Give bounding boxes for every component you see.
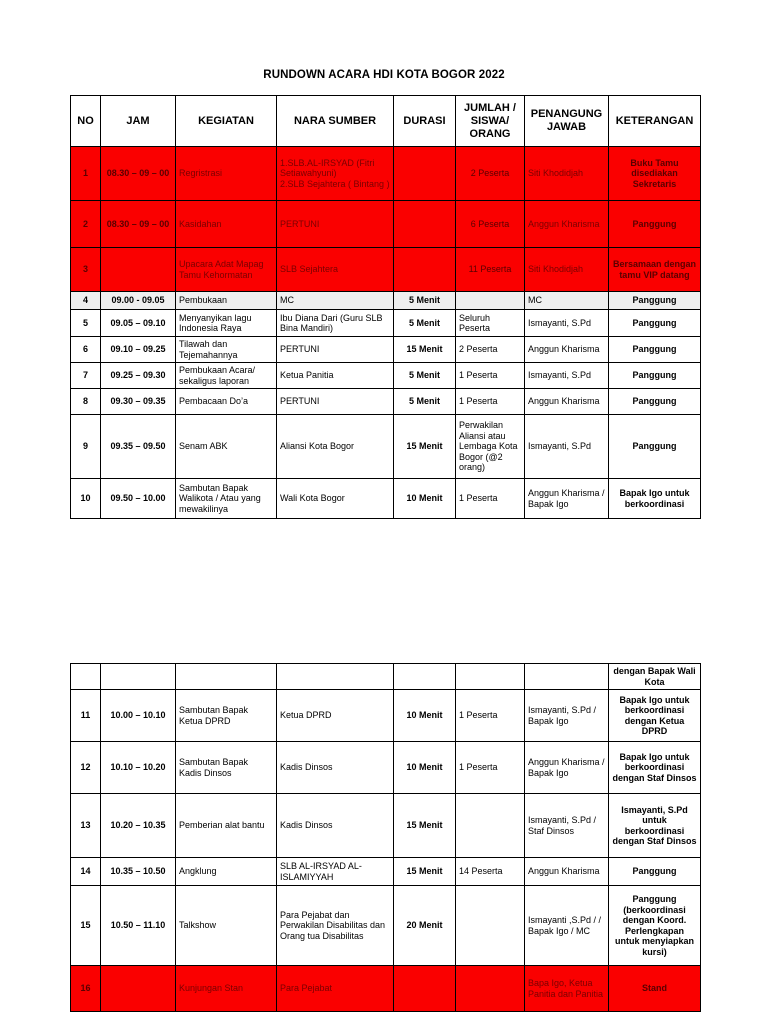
row-kegiatan: Tilawah dan Tejemahannya bbox=[176, 337, 277, 363]
row-keterangan: Panggung bbox=[609, 310, 701, 337]
row-penanggung-jawab: Ismayanti, S.Pd bbox=[525, 310, 609, 337]
table-row bbox=[71, 858, 701, 886]
row-nara-sumber: Aliansi Kota Bogor bbox=[277, 415, 394, 479]
table-row bbox=[71, 310, 701, 337]
row-no: 6 bbox=[71, 337, 101, 363]
row-keterangan: Bersamaan dengan tamu VIP datang bbox=[609, 248, 701, 292]
row-penanggung-jawab: Siti Khodidjah bbox=[525, 248, 609, 292]
table-row bbox=[71, 363, 701, 389]
row-durasi: 5 Menit bbox=[394, 363, 456, 389]
row-no: 5 bbox=[71, 310, 101, 337]
row-penanggung-jawab: Anggun Kharisma / Bapak Igo bbox=[525, 479, 609, 519]
row-jumlah: 1 Peserta bbox=[456, 479, 525, 519]
row-durasi: 15 Menit bbox=[394, 794, 456, 858]
row-jam bbox=[101, 966, 176, 1012]
row-penanggung-jawab: Ismayanti, S.Pd bbox=[525, 363, 609, 389]
row-no: 9 bbox=[71, 415, 101, 479]
row-kegiatan: Angklung bbox=[176, 858, 277, 886]
row-jam: 08.30 – 09 – 00 bbox=[101, 201, 176, 248]
row-nara-sumber: Ketua DPRD bbox=[277, 690, 394, 742]
row-penanggung-jawab: Anggun Kharisma bbox=[525, 389, 609, 415]
table-row bbox=[71, 147, 701, 201]
row-durasi: 5 Menit bbox=[394, 310, 456, 337]
row-jumlah: 2 Peserta bbox=[456, 147, 525, 201]
row-nara-sumber: 1.SLB.AL-IRSYAD (Fitri Setiawahyuni) 2.SLB Sejahtera ( Bintang ) bbox=[277, 147, 394, 201]
row-kegiatan: Sambutan Bapak Ketua DPRD bbox=[176, 690, 277, 742]
row-jumlah bbox=[456, 292, 525, 310]
row-penanggung-jawab: Ismayanti, S.Pd bbox=[525, 415, 609, 479]
row-jumlah bbox=[456, 794, 525, 858]
row-durasi: 10 Menit bbox=[394, 690, 456, 742]
row-durasi bbox=[394, 201, 456, 248]
table-row bbox=[71, 742, 701, 794]
row-kegiatan: Talkshow bbox=[176, 886, 277, 966]
row-no: 13 bbox=[71, 794, 101, 858]
header-keterangan: KETERANGAN bbox=[609, 96, 701, 147]
row-nara-sumber: Para Pejabat dan Perwakilan Disabilitas dan Orang tua Disabilitas bbox=[277, 886, 394, 966]
table-row bbox=[71, 201, 701, 248]
row-nara-sumber: PERTUNI bbox=[277, 337, 394, 363]
row-kegiatan: Pembacaan Do’a bbox=[176, 389, 277, 415]
row-keterangan: Panggung bbox=[609, 337, 701, 363]
header-penanggung-jawab: PENANGUNG JAWAB bbox=[525, 96, 609, 147]
rundown-table-page-2 bbox=[70, 663, 701, 1012]
row-nara-sumber: Ketua Panitia bbox=[277, 363, 394, 389]
row-keterangan: Panggung bbox=[609, 415, 701, 479]
row-nara-sumber: Wali Kota Bogor bbox=[277, 479, 394, 519]
row-no: 15 bbox=[71, 886, 101, 966]
row-penanggung-jawab: Ismayanti, S.Pd / Bapak Igo bbox=[525, 690, 609, 742]
row-keterangan: Panggung (berkoordinasi dengan Koord. Perlengkapan untuk menyiapkan kursi) bbox=[609, 886, 701, 966]
row-no: 10 bbox=[71, 479, 101, 519]
header-row bbox=[71, 96, 701, 147]
row-jumlah: 6 Peserta bbox=[456, 201, 525, 248]
row-kegiatan: Upacara Adat Mapag Tamu Kehormatan bbox=[176, 248, 277, 292]
header-jam: JAM bbox=[101, 96, 176, 147]
row-keterangan: Panggung bbox=[609, 858, 701, 886]
row-penanggung-jawab: Anggun Kharisma bbox=[525, 201, 609, 248]
row-no: 1 bbox=[71, 147, 101, 201]
row-keterangan: Panggung bbox=[609, 201, 701, 248]
row-durasi: 5 Menit bbox=[394, 292, 456, 310]
row-nara-sumber: PERTUNI bbox=[277, 201, 394, 248]
table-row bbox=[71, 248, 701, 292]
continuation-keterangan: dengan Bapak Wali Kota bbox=[609, 664, 701, 690]
row-durasi bbox=[394, 248, 456, 292]
row-keterangan: Panggung bbox=[609, 292, 701, 310]
row-durasi: 10 Menit bbox=[394, 479, 456, 519]
row-jumlah: 2 Peserta bbox=[456, 337, 525, 363]
row-jam: 09.35 – 09.50 bbox=[101, 415, 176, 479]
row-jam: 09.30 – 09.35 bbox=[101, 389, 176, 415]
table-row bbox=[71, 389, 701, 415]
row-no: 14 bbox=[71, 858, 101, 886]
row-jumlah bbox=[456, 886, 525, 966]
row-jam: 09.00 - 09.05 bbox=[101, 292, 176, 310]
header-jumlah: JUMLAH / SISWA/ ORANG bbox=[456, 96, 525, 147]
header-nara-sumber: NARA SUMBER bbox=[277, 96, 394, 147]
row-jam: 10.10 – 10.20 bbox=[101, 742, 176, 794]
row-durasi: 20 Menit bbox=[394, 886, 456, 966]
row-no: 12 bbox=[71, 742, 101, 794]
row-no: 2 bbox=[71, 201, 101, 248]
row-nara-sumber: MC bbox=[277, 292, 394, 310]
row-penanggung-jawab: Ismayanti, S.Pd / Staf Dinsos bbox=[525, 794, 609, 858]
row-jam: 09.50 – 10.00 bbox=[101, 479, 176, 519]
row-no: 8 bbox=[71, 389, 101, 415]
rundown-table-page-1 bbox=[70, 95, 701, 519]
row-keterangan: Buku Tamu disediakan Sekretaris bbox=[609, 147, 701, 201]
row-jam: 10.50 – 11.10 bbox=[101, 886, 176, 966]
table-row bbox=[71, 415, 701, 479]
row-keterangan: Bapak Igo untuk berkoordinasi bbox=[609, 479, 701, 519]
row-penanggung-jawab: MC bbox=[525, 292, 609, 310]
row-penanggung-jawab: Siti Khodidjah bbox=[525, 147, 609, 201]
row-keterangan: Ismayanti, S.Pd untuk berkoordinasi dengan Staf Dinsos bbox=[609, 794, 701, 858]
row-penanggung-jawab: Anggun Kharisma bbox=[525, 337, 609, 363]
row-kegiatan: Pembukaan Acara/ sekaligus laporan bbox=[176, 363, 277, 389]
table-row bbox=[71, 966, 701, 1012]
header-durasi: DURASI bbox=[394, 96, 456, 147]
row-kegiatan: Pemberian alat bantu bbox=[176, 794, 277, 858]
row-nara-sumber: Kadis Dinsos bbox=[277, 794, 394, 858]
header-kegiatan: KEGIATAN bbox=[176, 96, 277, 147]
row-jam: 10.35 – 10.50 bbox=[101, 858, 176, 886]
row-jam: 10.00 – 10.10 bbox=[101, 690, 176, 742]
row-durasi: 15 Menit bbox=[394, 415, 456, 479]
row-keterangan: Panggung bbox=[609, 363, 701, 389]
row-durasi bbox=[394, 147, 456, 201]
row-jumlah: 1 Peserta bbox=[456, 363, 525, 389]
row-jam: 10.20 – 10.35 bbox=[101, 794, 176, 858]
row-penanggung-jawab: Ismayanti ,S.Pd / / Bapak Igo / MC bbox=[525, 886, 609, 966]
row-kegiatan: Regristrasi bbox=[176, 147, 277, 201]
row-penanggung-jawab: Anggun Kharisma / Bapak Igo bbox=[525, 742, 609, 794]
table-row bbox=[71, 479, 701, 519]
row-no: 4 bbox=[71, 292, 101, 310]
table-row bbox=[71, 292, 701, 310]
row-kegiatan: Kunjungan Stan bbox=[176, 966, 277, 1012]
row-no: 16 bbox=[71, 966, 101, 1012]
row-keterangan: Panggung bbox=[609, 389, 701, 415]
row-kegiatan: Kasidahan bbox=[176, 201, 277, 248]
row-durasi bbox=[394, 966, 456, 1012]
row-jumlah bbox=[456, 966, 525, 1012]
row-nara-sumber: Para Pejabat bbox=[277, 966, 394, 1012]
row-no: 7 bbox=[71, 363, 101, 389]
row-keterangan: Bapak Igo untuk berkoordinasi dengan Staf Dinsos bbox=[609, 742, 701, 794]
row-jam: 09.05 – 09.10 bbox=[101, 310, 176, 337]
header-no: NO bbox=[71, 96, 101, 147]
table-row bbox=[71, 337, 701, 363]
table-row bbox=[71, 794, 701, 858]
row-jam bbox=[101, 248, 176, 292]
table-row bbox=[71, 886, 701, 966]
row-kegiatan: Pembukaan bbox=[176, 292, 277, 310]
row-kegiatan: Sambutan Bapak Kadis Dinsos bbox=[176, 742, 277, 794]
row-kegiatan: Senam ABK bbox=[176, 415, 277, 479]
row-kegiatan: Menyanyikan lagu Indonesia Raya bbox=[176, 310, 277, 337]
row-jam: 09.10 – 09.25 bbox=[101, 337, 176, 363]
row-keterangan: Stand bbox=[609, 966, 701, 1012]
row-jumlah: 14 Peserta bbox=[456, 858, 525, 886]
row-jumlah: 1 Peserta bbox=[456, 389, 525, 415]
row-kegiatan: Sambutan Bapak Walikota / Atau yang mewakilinya bbox=[176, 479, 277, 519]
table-row bbox=[71, 690, 701, 742]
row-nara-sumber: Kadis Dinsos bbox=[277, 742, 394, 794]
row-jumlah: 1 Peserta bbox=[456, 690, 525, 742]
continuation-row bbox=[71, 664, 701, 690]
row-keterangan: Bapak Igo untuk berkoordinasi dengan Ketua DPRD bbox=[609, 690, 701, 742]
row-nara-sumber: Ibu Diana Dari (Guru SLB Bina Mandiri) bbox=[277, 310, 394, 337]
row-jumlah: Seluruh Peserta bbox=[456, 310, 525, 337]
row-jam: 08.30 – 09 – 00 bbox=[101, 147, 176, 201]
row-durasi: 15 Menit bbox=[394, 858, 456, 886]
row-jumlah: 1 Peserta bbox=[456, 742, 525, 794]
row-jumlah: Perwakilan Aliansi atau Lembaga Kota Bogor (@2 orang) bbox=[456, 415, 525, 479]
document-title: RUNDOWN ACARA HDI KOTA BOGOR 2022 bbox=[263, 69, 505, 81]
row-nara-sumber: SLB Sejahtera bbox=[277, 248, 394, 292]
row-durasi: 15 Menit bbox=[394, 337, 456, 363]
row-penanggung-jawab: Anggun Kharisma bbox=[525, 858, 609, 886]
row-penanggung-jawab: Bapa Igo, Ketua Panitia dan Panitia bbox=[525, 966, 609, 1012]
row-no: 11 bbox=[71, 690, 101, 742]
row-durasi: 10 Menit bbox=[394, 742, 456, 794]
row-jumlah: 11 Peserta bbox=[456, 248, 525, 292]
row-no: 3 bbox=[71, 248, 101, 292]
row-nara-sumber: SLB AL-IRSYAD AL-ISLAMIYYAH bbox=[277, 858, 394, 886]
row-durasi: 5 Menit bbox=[394, 389, 456, 415]
row-nara-sumber: PERTUNI bbox=[277, 389, 394, 415]
row-jam: 09.25 – 09.30 bbox=[101, 363, 176, 389]
